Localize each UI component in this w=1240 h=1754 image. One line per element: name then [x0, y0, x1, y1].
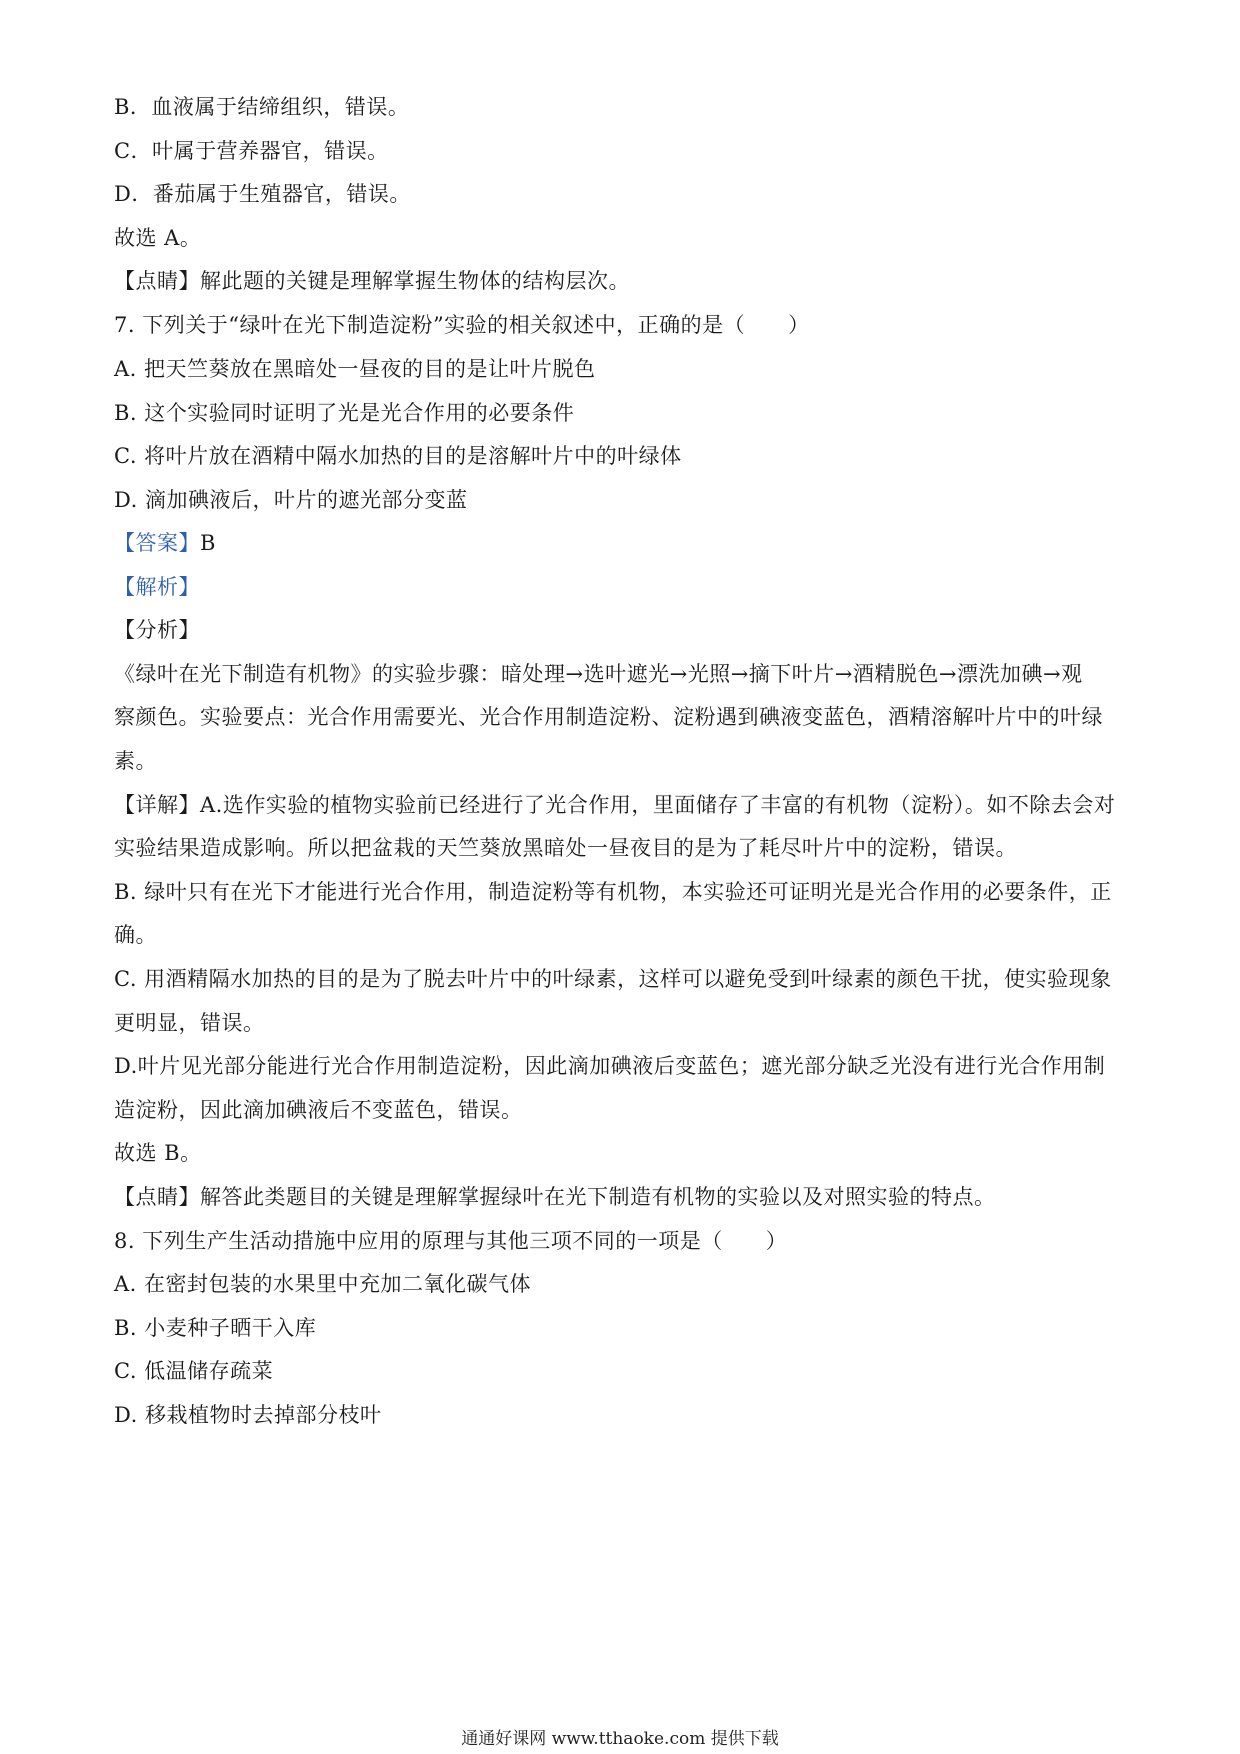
answer-value: B [200, 531, 216, 555]
q7-option-b: B. 这个实验同时证明了光是光合作用的必要条件 [114, 401, 575, 425]
q8-option-c: C. 低温储存疏菜 [114, 1359, 274, 1383]
q7-option-a: A. 把天竺葵放在黑暗处一昼夜的目的是让叶片脱色 [114, 357, 596, 381]
prev-tip [114, 266, 630, 296]
q7-fenxi-line: 察颜色。实验要点：光合作用需要光、光合作用制造淀粉、淀粉遇到碘液变蓝色，酒精溶解叶片中的叶绿 [114, 705, 1103, 729]
q7-stem: 7. 下列关于“绿叶在光下制造淀粉”实验的相关叙述中，正确的是（ ） [114, 313, 810, 337]
prev-choose: 故选 A。 [114, 226, 202, 250]
tip-label: 【点睛】 [114, 269, 200, 293]
q7-option-d: D. 滴加碘液后，叶片的遮光部分变蓝 [114, 488, 468, 512]
prev-option-b-explanation: B．血液属于结缔组织，错误。 [114, 95, 410, 119]
answer-label: 【答案】 [114, 531, 200, 555]
q7-fenxi-line: 素。 [114, 749, 157, 773]
q7-answer [114, 528, 216, 558]
q7-detail-line: 造淀粉，因此滴加碘液后不变蓝色，错误。 [114, 1098, 523, 1122]
q8-option-a: A. 在密封包装的水果里中充加二氧化碳气体 [114, 1272, 532, 1296]
page-footer [0, 1724, 1240, 1749]
q7-tip [114, 1182, 996, 1212]
footer-suffix: 提供下载 [710, 1729, 779, 1749]
q7-choose: 故选 B。 [114, 1141, 202, 1165]
tip-text: 解答此类题目的关键是理解掌握绿叶在光下制造有机物的实验以及对照实验的特点。 [200, 1185, 996, 1209]
detail-label: 【详解】 [114, 793, 200, 817]
detail-text: A.选作实验的植物实验前已经进行了光合作用，里面储存了丰富的有机物（淀粉）。如不除去会对 [200, 793, 1116, 817]
prev-option-c-explanation: C．叶属于营养器官，错误。 [114, 139, 389, 163]
prev-option-d-explanation: D．番茄属于生殖器官，错误。 [114, 182, 411, 206]
q7-detail-first-line [114, 790, 1115, 820]
q7-detail-line: C. 用酒精隔水加热的目的是为了脱去叶片中的叶绿素，这样可以避免受到叶绿素的颜色干扰，使实验现象 [114, 967, 1112, 991]
q7-detail-line: 确。 [114, 923, 157, 947]
q7-analysis-label: 【解析】 [114, 575, 200, 599]
q7-fenxi-line: 《绿叶在光下制造有机物》的实验步骤：暗处理→选叶遮光→光照→摘下叶片→酒精脱色→漂洗加碘→观 [114, 662, 1083, 686]
q8-stem: 8. 下列生产生活动措施中应用的原理与其他三项不同的一项是（ ） [114, 1229, 788, 1253]
tip-text: 解此题的关键是理解掌握生物体的结构层次。 [200, 269, 630, 293]
q8-option-d: D. 移栽植物时去掉部分枝叶 [114, 1403, 382, 1427]
q7-detail-line: D.叶片见光部分能进行光合作用制造淀粉，因此滴加碘液后变蓝色；遮光部分缺乏光没有进行光合作用制 [114, 1054, 1106, 1078]
footer-url[interactable]: www.tthaoke.com [551, 1729, 706, 1749]
q7-detail-line: 更明显，错误。 [114, 1011, 265, 1035]
q7-detail-line: 实验结果造成影响。所以把盆栽的天竺葵放黑暗处一昼夜目的是为了耗尽叶片中的淀粉，错误。 [114, 836, 1017, 860]
q7-detail-line: B. 绿叶只有在光下才能进行光合作用，制造淀粉等有机物，本实验还可证明光是光合作用的必要条件，正 [114, 880, 1112, 904]
footer-site-name: 通通好课网 [461, 1729, 547, 1749]
tip-label: 【点睛】 [114, 1185, 200, 1209]
q8-option-b: B. 小麦种子晒干入库 [114, 1316, 317, 1340]
q7-fenxi-label: 【分析】 [114, 618, 200, 642]
q7-option-c: C. 将叶片放在酒精中隔水加热的目的是溶解叶片中的叶绿体 [114, 444, 682, 468]
